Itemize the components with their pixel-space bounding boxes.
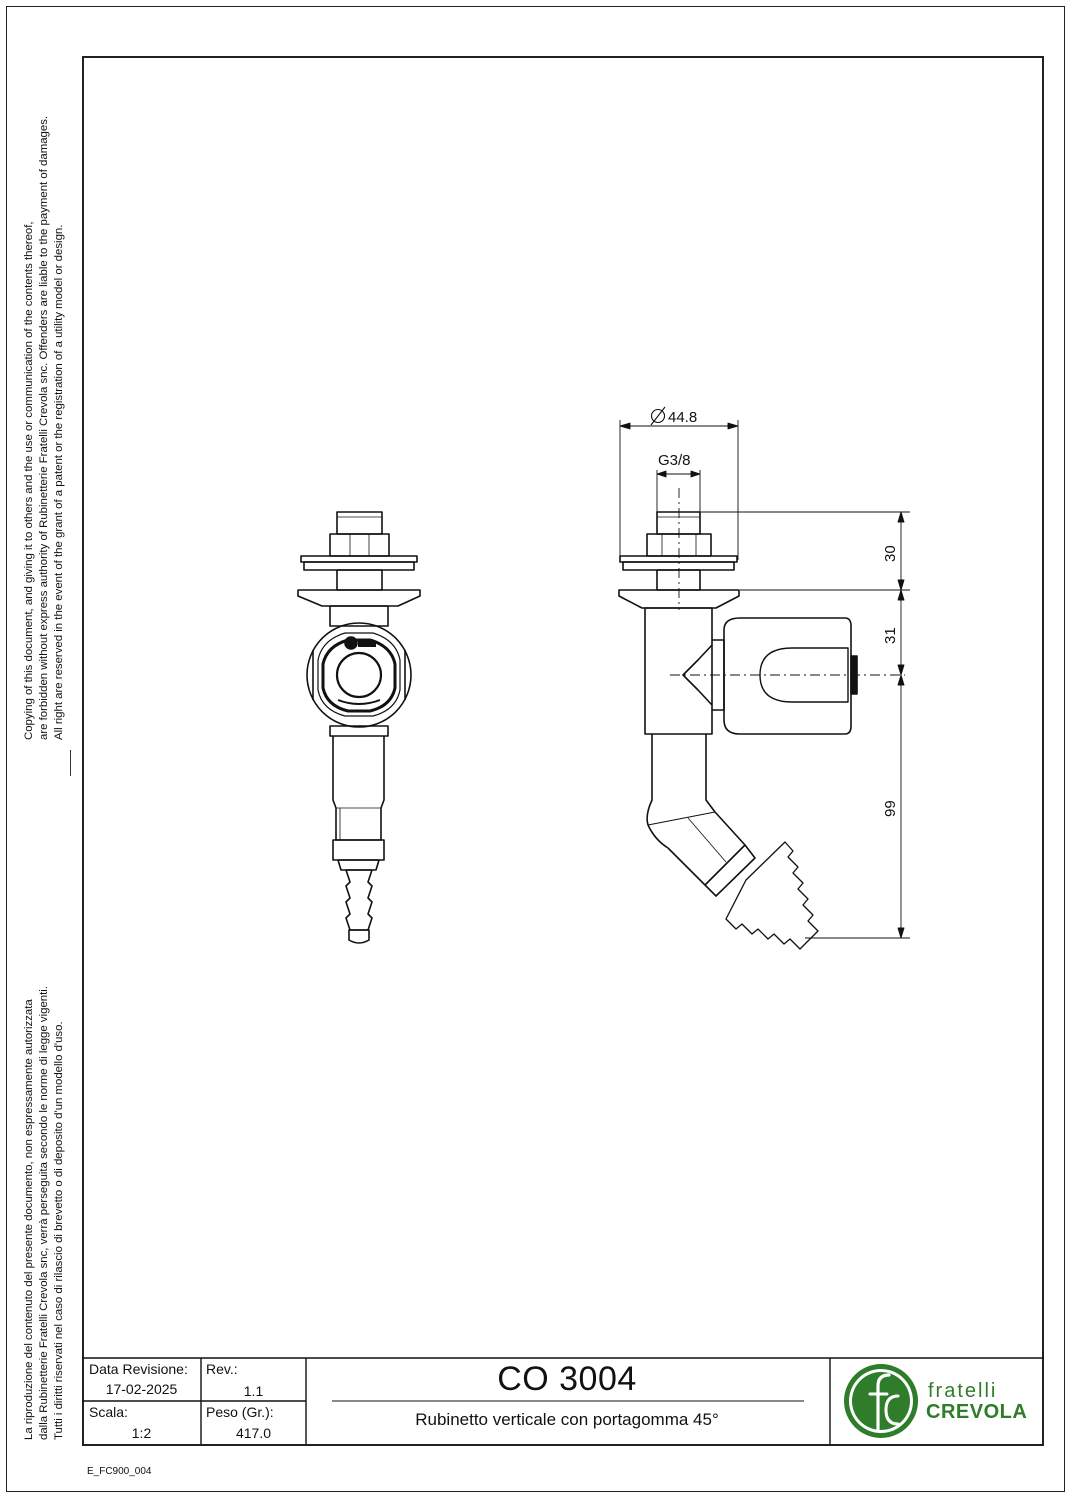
product-description: Rubinetto verticale con portagomma 45° bbox=[415, 1410, 719, 1429]
dim-height-top: 30 bbox=[882, 545, 899, 562]
weight-value: 417.0 bbox=[235, 1425, 272, 1441]
dim-diameter: 44.8 bbox=[668, 409, 698, 426]
revision-label: Rev.: bbox=[206, 1361, 238, 1377]
weight-label: Peso (Gr.): bbox=[206, 1404, 274, 1420]
dim-height-mid: 31 bbox=[882, 627, 899, 644]
logo-text-bottom: CREVOLA bbox=[926, 1401, 1028, 1423]
document-reference: E_FC900_004 bbox=[87, 1466, 152, 1477]
copyright-it-line3: Tutti i diritti riservati nel caso di rilascio di brevetto o di deposito d'un modello d'uso. bbox=[53, 1021, 65, 1440]
copyright-it-line2: dalla Rubinetterie Fratelli Crevola snc, verrà perseguita secondo le norme di legge vigenti. bbox=[38, 986, 50, 1440]
date-revision-value: 17-02-2025 bbox=[105, 1381, 178, 1397]
copyright-en-line3: All right are reserved in the event of the grant of a patent or the registration of a utility model or design. bbox=[53, 224, 65, 740]
copyright-en-line1: Copying of this document, and giving it to others and the use or communication of the contents thereof, bbox=[23, 221, 35, 740]
copyright-it-line1: La riproduzione del contenuto del presente documento, non espressamente autorizzata bbox=[23, 999, 35, 1440]
copyright-en-line2: are forbidden without express authority of Rubinetterie Fratelli Crevola snc. Offenders are liable to the payment of damages. bbox=[38, 115, 50, 740]
dimension-lines bbox=[620, 420, 910, 938]
dim-height-bottom: 99 bbox=[882, 800, 899, 817]
dim-thread: G3/8 bbox=[658, 452, 691, 469]
date-revision-label: Data Revisione: bbox=[89, 1361, 188, 1377]
logo-text-top: fratelli bbox=[928, 1380, 998, 1402]
side-view bbox=[619, 512, 857, 949]
scale-value: 1:2 bbox=[131, 1425, 152, 1441]
product-code: CO 3004 bbox=[497, 1360, 637, 1398]
scale-label: Scala: bbox=[89, 1404, 128, 1420]
revision-value: 1.1 bbox=[243, 1383, 264, 1399]
fc-monogram-icon bbox=[844, 1364, 918, 1438]
front-view bbox=[298, 512, 420, 943]
diameter-symbol-icon bbox=[651, 407, 665, 425]
